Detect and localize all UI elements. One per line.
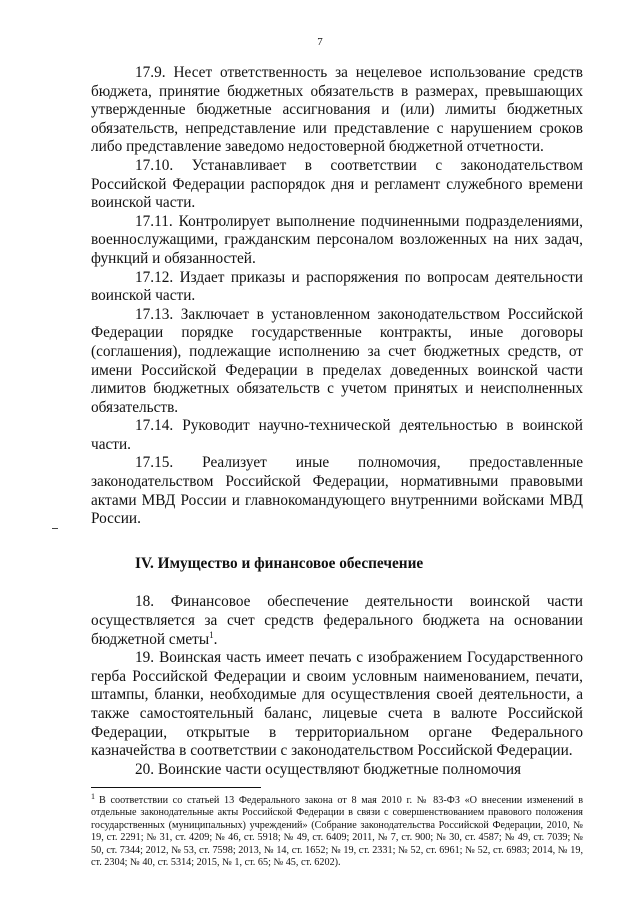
footnote-divider: [91, 787, 261, 788]
paragraph-18-text: 18. Финансовое обеспечение деятельности воинской части осуществляется за счет средств федерального бюджета на основании бюджетной сметы: [91, 593, 583, 648]
footnote-mark: 1: [91, 791, 95, 801]
paragraph-17-15: 17.15. Реализует иные полномочия, предоставленные законодательством Российской Федерации, нормативными правовыми актами МВД России и главнокомандующего внутренними войсками МВД России.: [91, 454, 583, 528]
footnote-reference[interactable]: 1: [209, 629, 214, 640]
paragraph-17-12: 17.12. Издает приказы и распоряжения по вопросам деятельности воинской части.: [91, 268, 583, 305]
paragraph-18: [91, 593, 583, 649]
paragraph-17-14: 17.14. Руководит научно-технической деятельностью в воинской части.: [91, 417, 583, 453]
paragraph-20: 20. Воинские части осуществляют бюджетные полномочия: [135, 760, 522, 778]
section-heading: IV. Имущество и финансовое обеспечение: [135, 554, 424, 572]
paragraph-17-10: 17.10. Устанавливает в соответствии с законодательством Российской Федерации распорядок дня и регламент служебного времени воинской части.: [91, 156, 583, 212]
paragraph-18-end: .: [213, 630, 218, 648]
paragraph-17-13: 17.13. Заключает в установленном законодательством Российской Федерации порядке государственные контракты, иные договоры (соглашения), подлежащие исполнению за счет бюджетных средств, от имени Российской Федерации в пределах доведенных воинской части лимитов бюджетных обязательств с учетом принятых и неисполненных обязательств.: [91, 305, 583, 416]
footnote-text: В соответствии со статьей 13 Федерального закона от 8 мая 2010 г. № 83-ФЗ «О внесении изменений в отдельные законодательные акты Российской Федерации в связи с совершенствованием правового положения государственных (муниципальных) учреждений» (Собрание законодательства Российской Федерации, 2010, № 19, ст. 2291; № 31, ст. 4209; № 46, ст. 5918; № 49, ст. 6409; 2011, № 7, ст. 900; № 30, ст. 4587; № 49, ст. 7039; № 50, ст. 7344; 2012, № 53, ст. 7598; 2013, № 14, ст. 1652; № 19, ст. 2331; № 52, ст. 6961; № 52, ст. 6983; 2014, № 19, ст. 2304; № 40, ст. 5314; 2015, № 1, ст. 65; № 45, ст. 6202).: [91, 795, 583, 869]
document-body: [91, 64, 583, 779]
margin-mark: [52, 528, 58, 529]
paragraph-17-11: 17.11. Контролирует выполнение подчиненными подразделениями, военнослужащими, гражданским персоналом возложенных на них задач, функций и обязанностей.: [91, 212, 583, 267]
paragraph-17-9: 17.9. Несет ответственность за нецелевое использование средств бюджета, принятие бюджетных обязательств в размерах, превышающих утвержденные бюджетные ассигнования и (или) лимиты бюджетных обязательств, непредставление или представление с нарушением сроков либо представление заведомо недостоверной бюджетной отчетности.: [91, 64, 583, 156]
footnote: [91, 791, 583, 869]
page-number: 7: [317, 36, 323, 48]
paragraph-19: 19. Воинская часть имеет печать с изображением Государственного герба Российской Федерации и своим условным наименованием, печати, штампы, бланки, необходимые для осуществления своей деятельности, а также самостоятельный баланс, лицевые счета в валюте Российской Федерации, открытые в территориальном органе Федерального казначейства в соответствии с законодательством Российской Федерации.: [91, 649, 583, 760]
